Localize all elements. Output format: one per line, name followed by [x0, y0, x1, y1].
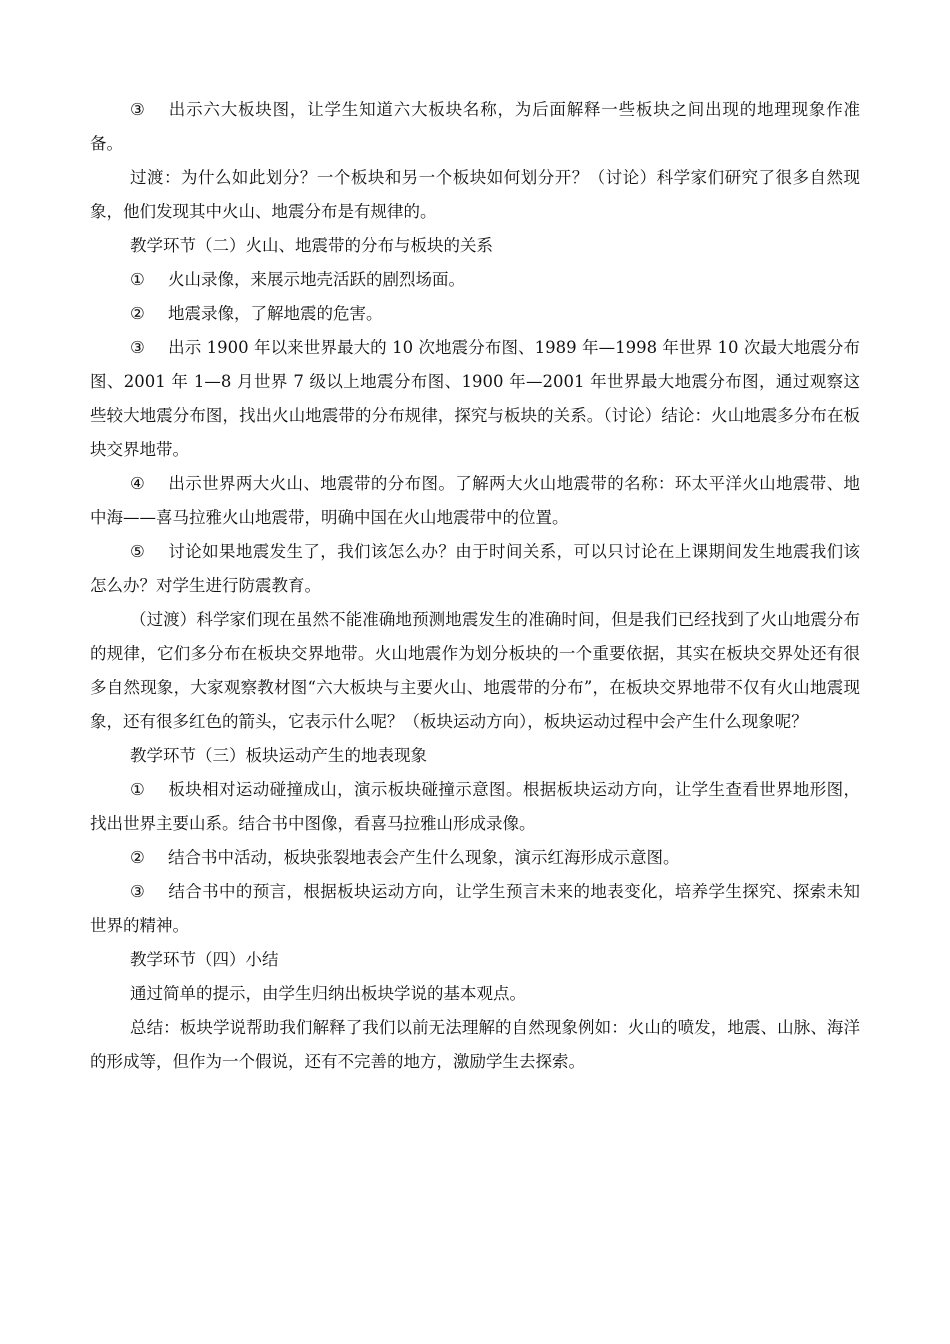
section-heading-4: [90, 943, 860, 977]
list-number: ①: [130, 270, 145, 289]
list-number: ①: [130, 780, 145, 799]
paragraph-text: 总结：板块学说帮助我们解释了我们以前无法理解的自然现象例如：火山的喷发，地震、山脉、海洋的形成等，但作为一个假说，还有不完善的地方，激励学生去探索。: [90, 1018, 860, 1071]
section-heading-text: 教学环节（二）火山、地震带的分布与板块的关系: [130, 236, 493, 255]
paragraph-collision: [90, 773, 860, 841]
paragraph-text: 结合书中活动，板块张裂地表会产生什么现象，演示红海形成示意图。: [168, 848, 680, 867]
list-number: ③: [130, 338, 145, 357]
paragraph-two-belts: [90, 467, 860, 535]
list-number: ②: [130, 304, 145, 323]
list-number: ③: [130, 882, 145, 901]
paragraph-transition-1: [90, 161, 860, 229]
paragraph-text: 出示世界两大火山、地震带的分布图。了解两大火山地震带的名称：环太平洋火山地震带、地中海——喜马拉雅火山地震带，明确中国在火山地震带中的位置。: [90, 474, 860, 527]
paragraph-volcano-video: [90, 263, 860, 297]
section-heading-text: 教学环节（三）板块运动产生的地表现象: [130, 746, 427, 765]
list-number: ②: [130, 848, 145, 867]
paragraph-text: 讨论如果地震发生了，我们该怎么办？由于时间关系，可以只讨论在上课期间发生地震我们该怎么办？对学生进行防震教育。: [90, 542, 860, 595]
paragraph-text: 火山录像，来展示地壳活跃的剧烈场面。: [168, 270, 465, 289]
paragraph-earthquake-video: [90, 297, 860, 331]
list-number: ④: [130, 474, 145, 493]
paragraph-conclusion: [90, 1011, 860, 1079]
paragraph-step-3-plates-map: [90, 93, 860, 161]
paragraph-summary-prompt: [90, 977, 860, 1011]
paragraph-text: 板块相对运动碰撞成山，演示板块碰撞示意图。根据板块运动方向，让学生查看世界地形图，找出世界主要山系。结合书中图像，看喜马拉雅山形成录像。: [90, 780, 860, 833]
list-number: ⑤: [130, 542, 145, 561]
section-heading-2: [90, 229, 860, 263]
paragraph-text: 过渡：为什么如此划分？一个板块和另一个板块如何划分开？（讨论）科学家们研究了很多自然现象，他们发现其中火山、地震分布是有规律的。: [90, 168, 860, 221]
paragraph-text: 地震录像，了解地震的危害。: [168, 304, 383, 323]
paragraph-transition-2: [90, 603, 860, 739]
paragraph-text: 出示 1900 年以来世界最大的 10 次地震分布图、1989 年—1998 年世界 10 次最大地震分布图、2001 年 1—8 月世界 7 级以上地震分布图、1900 年—2001 年世界最大地震分布图，通过观察这些较大地震分布图，找出火山地震带的分布规律，探究与板块的关系。（讨论）结论：火山地震多分布在板块交界地带。: [90, 338, 860, 459]
paragraph-rifting: [90, 841, 860, 875]
list-number: ③: [130, 100, 145, 119]
paragraph-text: 通过简单的提示，由学生归纳出板块学说的基本观点。: [130, 984, 526, 1003]
section-heading-text: 教学环节（四）小结: [130, 950, 279, 969]
document-body: [90, 93, 860, 1079]
paragraph-earthquake-safety: [90, 535, 860, 603]
paragraph-text: 出示六大板块图，让学生知道六大板块名称，为后面解释一些板块之间出现的地理现象作准备。: [90, 100, 860, 153]
paragraph-text: 结合书中的预言，根据板块运动方向，让学生预言未来的地表变化，培养学生探究、探索未知世界的精神。: [90, 882, 860, 935]
paragraph-text: （过渡）科学家们现在虽然不能准确地预测地震发生的准确时间，但是我们已经找到了火山地震分布的规律，它们多分布在板块交界地带。火山地震作为划分板块的一个重要依据，其实在板块交界处还有很多自然现象，大家观察教材图“六大板块与主要火山、地震带的分布”，在板块交界地带不仅有火山地震现象，还有很多红色的箭头，它表示什么呢？（板块运动方向），板块运动过程中会产生什么现象呢？: [90, 610, 860, 731]
section-heading-3: [90, 739, 860, 773]
paragraph-prediction: [90, 875, 860, 943]
paragraph-earthquake-maps: [90, 331, 860, 467]
